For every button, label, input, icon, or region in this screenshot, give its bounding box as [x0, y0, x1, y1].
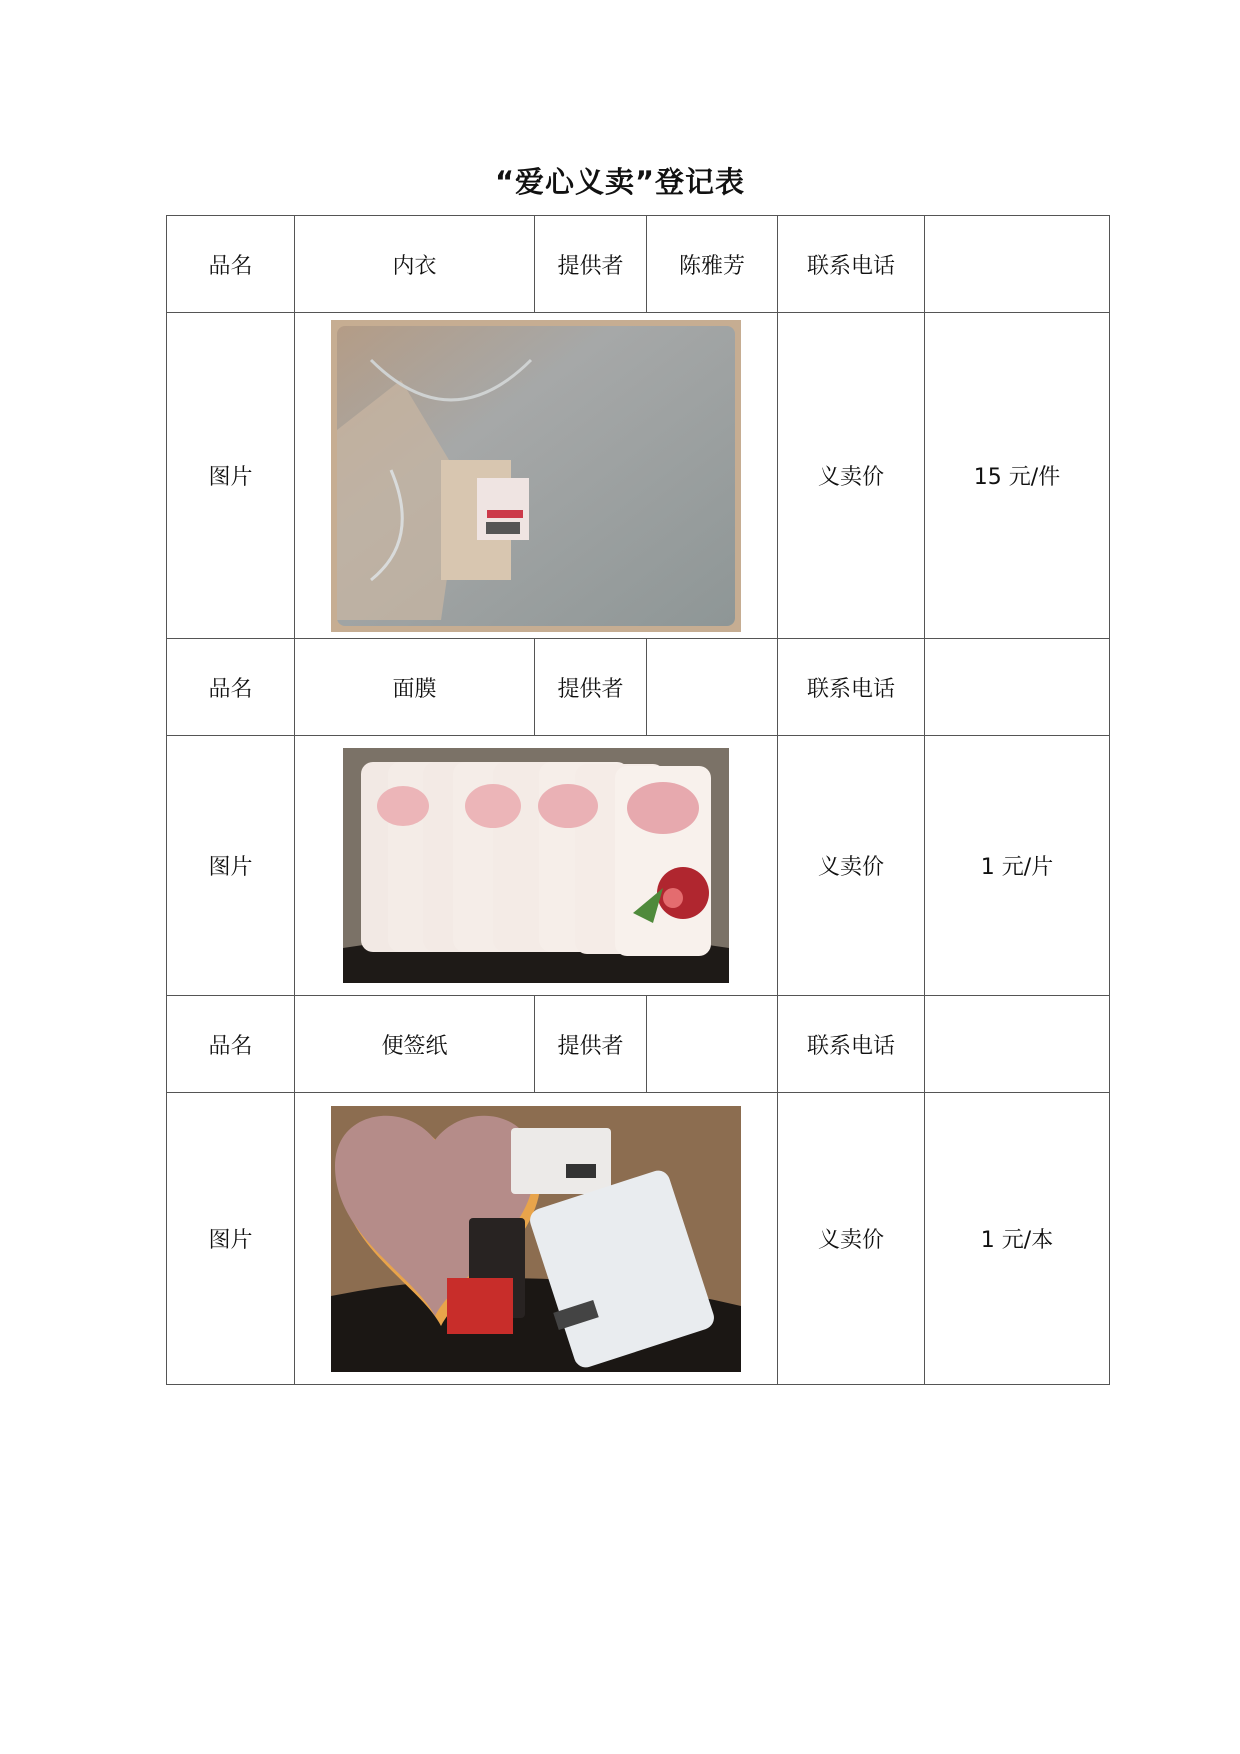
provider-value	[647, 639, 778, 736]
phone-label: 联系电话	[778, 639, 925, 736]
name-label: 品名	[167, 639, 295, 736]
name-label: 品名	[167, 216, 295, 313]
provider-label: 提供者	[535, 996, 647, 1093]
item-photo-cell	[295, 1093, 778, 1385]
item-2-info-row	[167, 639, 1110, 736]
price-label: 义卖价	[778, 313, 925, 639]
price-value: 1 元/本	[925, 1093, 1110, 1385]
face-mask-photo	[343, 748, 729, 983]
phone-value	[925, 216, 1110, 313]
phone-label: 联系电话	[778, 996, 925, 1093]
item-1-info-row	[167, 216, 1110, 313]
phone-value	[925, 639, 1110, 736]
sticky-notes-photo	[331, 1106, 741, 1372]
item-photo-cell	[295, 313, 778, 639]
item-3-info-row	[167, 996, 1110, 1093]
item-photo-cell	[295, 736, 778, 996]
price-label: 义卖价	[778, 736, 925, 996]
provider-label: 提供者	[535, 639, 647, 736]
provider-value: 陈雅芳	[647, 216, 778, 313]
registration-table	[166, 215, 1110, 1385]
item-1-picture-row	[167, 313, 1110, 639]
price-value: 15 元/件	[925, 313, 1110, 639]
item-3-picture-row	[167, 1093, 1110, 1385]
item-name: 便签纸	[295, 996, 535, 1093]
provider-label: 提供者	[535, 216, 647, 313]
provider-value	[647, 996, 778, 1093]
item-name: 面膜	[295, 639, 535, 736]
name-label: 品名	[167, 996, 295, 1093]
item-2-picture-row	[167, 736, 1110, 996]
phone-label: 联系电话	[778, 216, 925, 313]
page-title: “爱心义卖”登记表	[494, 165, 746, 199]
price-label: 义卖价	[778, 1093, 925, 1385]
underwear-photo	[331, 320, 741, 632]
item-name: 内衣	[295, 216, 535, 313]
price-value: 1 元/片	[925, 736, 1110, 996]
phone-value	[925, 996, 1110, 1093]
picture-label: 图片	[167, 1093, 295, 1385]
picture-label: 图片	[167, 736, 295, 996]
picture-label: 图片	[167, 313, 295, 639]
